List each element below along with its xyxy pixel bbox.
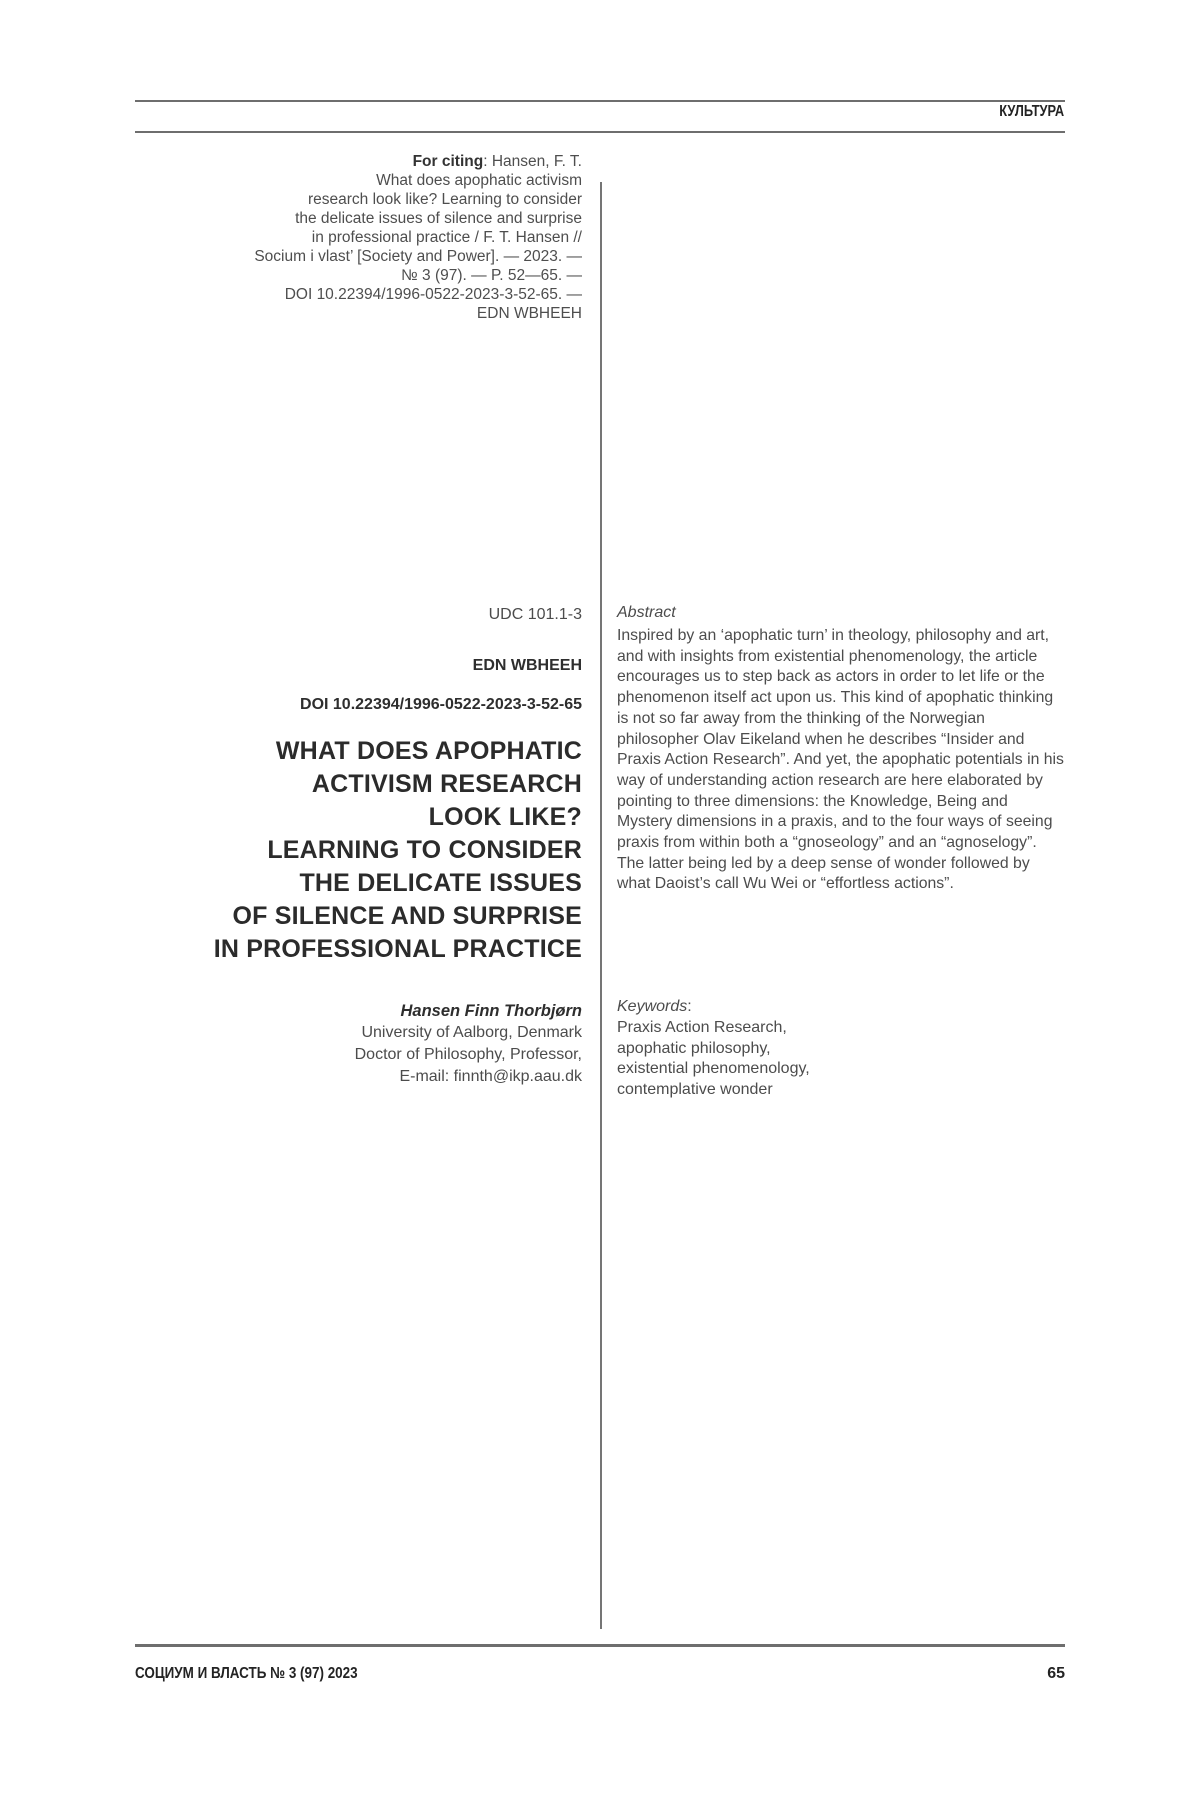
- author-block: [135, 1000, 582, 1088]
- keyword-item: existential phenomenology,: [617, 1060, 810, 1078]
- title-line: WHAT DOES APOPHATIC: [275, 737, 582, 765]
- title-line: ACTIVISM RESEARCH: [311, 770, 582, 798]
- journal-title: СОЦИУМ И ВЛАСТЬ № 3 (97) 2023: [135, 1665, 358, 1682]
- keywords-label: Keywords: [617, 998, 688, 1015]
- author-position: Doctor of Philosophy, Professor,: [354, 1046, 582, 1063]
- title-line: THE DELICATE ISSUES: [299, 869, 582, 897]
- keywords-block: [617, 997, 1067, 1101]
- citation-label-suffix: : Hansen, F. T.: [483, 153, 582, 170]
- article-title: [135, 735, 582, 966]
- citation-block: [135, 152, 582, 323]
- citation-first-line: [135, 152, 582, 171]
- keyword-item: Praxis Action Research,: [617, 1018, 787, 1036]
- citation-line: the delicate issues of silence and surprise: [295, 210, 582, 227]
- citation-line: EDN WBHEEH: [476, 305, 582, 322]
- footer-rule: [135, 1644, 1065, 1647]
- udc-label: UDC 101.1-3: [488, 606, 582, 623]
- abstract-label: Abstract: [617, 604, 676, 621]
- keyword-item: apophatic philosophy,: [617, 1039, 771, 1057]
- header-rule-top: [135, 100, 1065, 102]
- citation-label: For citing: [412, 153, 484, 170]
- column-divider: [600, 182, 602, 1629]
- footer: [135, 1665, 1065, 1683]
- title-line: OF SILENCE AND SURPRISE: [232, 902, 582, 930]
- edn-label: EDN WBHEEH: [472, 657, 582, 674]
- keywords-colon: :: [687, 998, 692, 1015]
- author-affiliation: University of Aalborg, Denmark: [361, 1024, 582, 1041]
- keywords-label-line: [617, 997, 1067, 1018]
- title-line: LOOK LIKE?: [428, 803, 582, 831]
- header-rule-bottom: [135, 131, 1065, 133]
- author-name: Hansen Finn Thorbjørn: [400, 1002, 582, 1020]
- title-line: IN PROFESSIONAL PRACTICE: [213, 935, 582, 963]
- section-label: КУЛЬТУРА: [999, 103, 1064, 120]
- citation-line: research look like? Learning to consider: [308, 191, 582, 208]
- citation-line: in professional practice / F. T. Hansen //: [311, 229, 582, 246]
- doi-label: DOI 10.22394/1996-0522-2023-3-52-65: [300, 696, 582, 713]
- citation-line: DOI 10.22394/1996-0522-2023-3-52-65. —: [284, 286, 582, 303]
- keywords-list: [617, 1018, 1067, 1101]
- page-number: 65: [1047, 1665, 1065, 1682]
- author-email: E-mail: finnth@ikp.aau.dk: [399, 1068, 582, 1085]
- citation-line: Socium i vlast’ [Society and Power]. — 2023. —: [254, 248, 582, 265]
- citation-lines: [135, 171, 582, 323]
- title-line: LEARNING TO CONSIDER: [267, 836, 582, 864]
- abstract-text: Inspired by an ‘apophatic turn’ in theology, philosophy and art, and with insights from existential phenomenology, the article encourages us to step back as actors in order to let life or the phenomenon itself act upon us. This kind of apophatic thinking is not so far away from the thinking of the Norwegian philosopher Olav Eikeland when he describes “Insider and Praxis Action Research”. And yet, the apophatic potentials in his way of understanding action research are here elaborated by pointing to three dimensions: the Knowledge, Being and Mystery dimensions in a praxis, and to the four ways of seeing praxis from within both a “gnoseology” and an “agnoselogy”. The latter being led by a deep sense of wonder followed by what Daoist’s call Wu Wei or “effortless actions”.: [617, 627, 1064, 893]
- keyword-item: contemplative wonder: [617, 1081, 773, 1099]
- citation-line: № 3 (97). — P. 52—65. —: [401, 267, 582, 284]
- citation-line: What does apophatic activism: [376, 172, 582, 189]
